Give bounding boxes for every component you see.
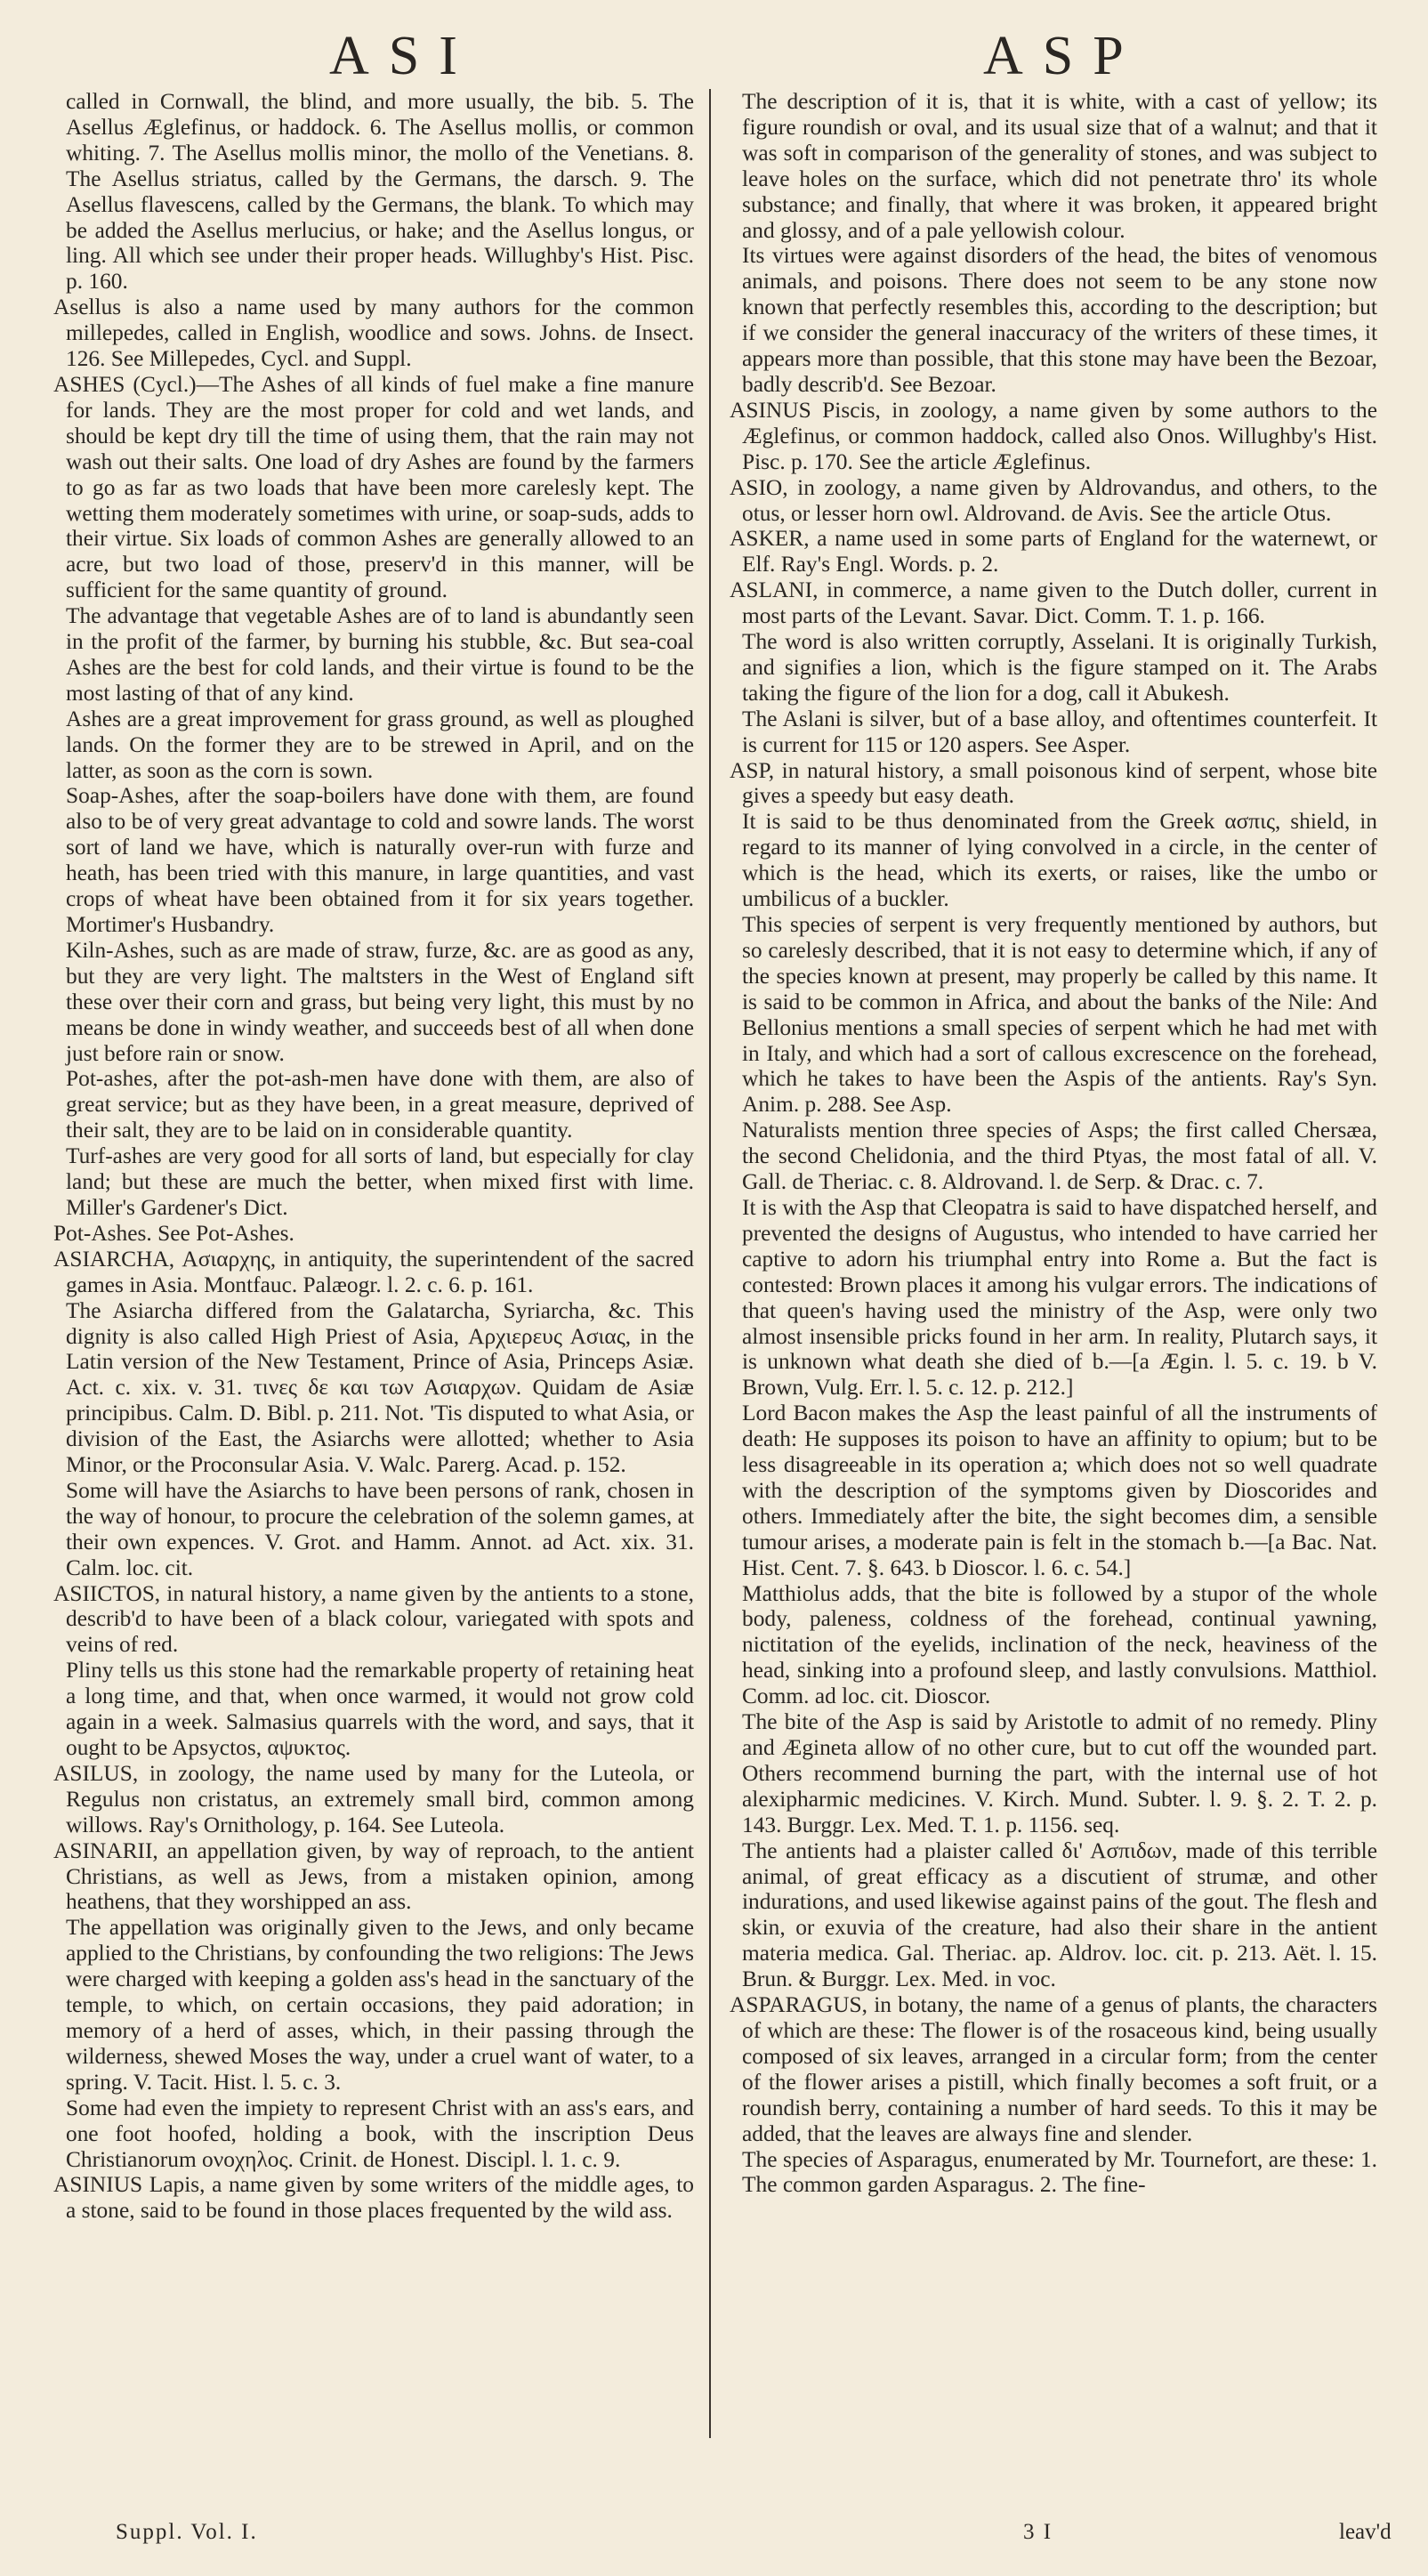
paragraph: Its virtues were against disorders of the head, the bites of venomous animals, and poisons. There does not seem to be any stone now known that perfectly resembles this, according to the description; but if we consider the general inaccuracy of the writers of these times, it appears more than possible, that this stone may have been the Bezoar, badly describ'd. See Bezoar. <box>742 243 1377 397</box>
paragraph: The bite of the Asp is said by Aristotle to admit of no remedy. Pliny and Ægineta allow of no other cure, but to cut off the wounded part. Others recommend burning the part, with the internal use of hot alexipharmic medicines. V. Kirch. Mund. Subter. l. 9. §. 2. T. 2. p. 143. Burggr. Lex. Med. T. 1. p. 1156. seq. <box>742 1709 1377 1837</box>
paragraph: Lord Bacon makes the Asp the least painful of all the instruments of death: He supposes its poison to have an affinity to opium; but to be less disagreeable in its operation a; which does not so well quadrate with the description of the symptoms given by Dioscorides and others. Immediately after the bite, the sight becomes dim, a sensible tumour arises, a moderate pain is felt in the stomach b.—[a Bac. Nat. Hist. Cent. 7. §. 643. b Dioscor. l. 6. c. 54.] <box>742 1401 1377 1580</box>
paragraph: It is said to be thus denominated from the Greek ασπις, shield, in regard to its manner of lying convolved in a circle, in the center of which is the head, which its exerts, or raises, like the umbo or umbilicus of a buckler. <box>742 809 1377 912</box>
left-column <box>53 89 694 2224</box>
paragraph: ASP, in natural history, a small poisonous kind of serpent, whose bite gives a speedy but easy death. <box>730 757 1377 809</box>
paragraph: ASINUS Piscis, in zoology, a name given by some authors to the Æglefinus, or common haddock, called also Onos. Willughby's Hist. Pisc. p. 170. See the article Æglefinus. <box>730 397 1377 474</box>
paragraph: This species of serpent is very frequently mentioned by authors, but so carelesly described, that it is not easy to determine which, if any of the species known at present, may properly be called by this name. It is said to be common in Africa, and about the banks of the Nile: And Bellonius mentions a small species of serpent which he had met with in Italy, and which had a sort of callous excrescence on the forehead, which he takes to have been the Aspis of the antients. Ray's Syn. Anim. p. 288. See Asp. <box>742 912 1377 1118</box>
page-number: 3 I <box>1023 2520 1053 2544</box>
paragraph: ASINARII, an appellation given, by way of reproach, to the antient Christians, as well as Jews, from a mistaken opinion, among heathens, that they worshipped an ass. <box>53 1837 694 1915</box>
paragraph: Matthiolus adds, that the bite is followed by a stupor of the whole body, paleness, coldness of the forehead, continual yawning, nictitation of the eyelids, inclination of the neck, heaviness of the head, sinking into a profound sleep, and lastly convulsions. Matthiol. Comm. ad loc. cit. Dioscor. <box>742 1580 1377 1709</box>
paragraph: Pot-ashes, after the pot-ash-men have done with them, are also of great service; but as they have been, in a great measure, deprived of their salt, they are to be laid on in considerable quantity. <box>66 1066 694 1143</box>
running-head-right: ASP <box>983 26 1143 86</box>
paragraph: ASKER, a name used in some parts of England for the waternewt, or Elf. Ray's Engl. Words. p. 2. <box>730 526 1377 577</box>
paragraph: The appellation was originally given to the Jews, and only became applied to the Christians, by confounding the two religions: The Jews were charged with keeping a golden ass's head in the sanctuary of the temple, to which, on certain occasions, they paid adoration; in memory of a herd of asses, which, in their passing through the wilderness, shewed Moses the way, under a cruel want of water, to a spring. V. Tacit. Hist. l. 5. c. 3. <box>66 1915 694 2095</box>
paragraph: Turf-ashes are very good for all sorts of land, but especially for clay land; but these are much the better, when mixed first with lime. Miller's Gardener's Dict. <box>66 1143 694 1220</box>
paragraph: ASILUS, in zoology, the name used by many for the Luteola, or Regulus non cristatus, an extremely small bird, common among willows. Ray's Ornithology, p. 164. See Luteola. <box>53 1760 694 1837</box>
paragraph: Pot-Ashes. See Pot-Ashes. <box>53 1220 294 1246</box>
paragraph: The Asiarcha differed from the Galatarcha, Syriarcha, &c. This dignity is also called High Priest of Asia, Αρχιερευς Ασιας, in the Latin version of the New Testament, Prince of Asia, Princeps Asiæ. Act. c. xix. v. 31. τινες δε και των Ασιαρχων. Quidam de Asiæ principibus. Calm. D. Bibl. p. 211. Not. 'Tis disputed to what Asia, or division of the East, the Asiarchs were allotted; whether to Asia Minor, or the Proconsular Asia. V. Walc. Parerg. Acad. p. 152. <box>66 1297 694 1478</box>
paragraph: Ashes are a great improvement for grass ground, as well as ploughed lands. On the former they are to be strewed in April, and on the latter, as soon as the corn is sown. <box>66 706 694 783</box>
paragraph: The word is also written corruptly, Asselani. It is originally Turkish, and signifies a lion, which is the figure stamped on it. The Arabs taking the figure of the lion for a dog, call it Abukesh. <box>742 629 1377 706</box>
catchword: leav'd <box>1339 2520 1392 2544</box>
paragraph: ASLANI, in commerce, a name given to the Dutch doller, current in most parts of the Levant. Savar. Dict. Comm. T. 1. p. 166. <box>730 577 1377 629</box>
paragraph: The species of Asparagus, enumerated by Mr. Tournefort, are these: 1. The common garden Asparagus. 2. The fine- <box>742 2146 1377 2198</box>
running-head-left: ASI <box>329 26 477 86</box>
paragraph: Soap-Ashes, after the soap-boilers have done with them, are found also to be of very great advantage to cold and sowre lands. The worst sort of land we have, which is naturally over-run with furze and heath, has been tried with this manure, in large quantities, and vast crops of wheat have been obtained from it for six years together. Mortimer's Husbandry. <box>66 783 694 937</box>
paragraph: It is with the Asp that Cleopatra is said to have dispatched herself, and prevented the designs of Augustus, who intended to have carried her captive to adorn his triumphal entry into Rome a. But the fact is contested: Brown places it among his vulgar errors. The indications of that queen's having used the ministry of the Asp, were only two almost insensible pricks found in her arm. In reality, Plutarch says, it is unknown what death she died of b.—[a Ægin. l. 5. c. 19. b V. Brown, Vulg. Err. l. 5. c. 12. p. 212.] <box>742 1194 1377 1401</box>
paragraph: ASIICTOS, in natural history, a name given by the antients to a stone, describ'd to have been of a black colour, variegated with spots and veins of red. <box>53 1580 694 1658</box>
paragraph: ASHES (Cycl.)—The Ashes of all kinds of fuel make a fine manure for lands. They are the most proper for cold and wet lands, and should be kept dry till the time of using them, that the rain may not wash out their salts. One load of dry Ashes are found by the farmers to go as far as two loads that have been more carelesly kept. The wetting them moderately sometimes with urine, or soap-suds, adds to their virtue. Six loads of common Ashes are generally allowed to an acre, but two load of those, preserv'd in this manner, will be sufficient for the same quantity of ground. <box>53 371 694 603</box>
paragraph: The description of it is, that it is white, with a cast of yellow; its figure roundish or oval, and its usual size that of a walnut; and that it was soft in comparison of the generality of stones, and was subject to leave holes on the surface, which did not penetrate thro' its whole substance; and finally, that where it was broken, it appeared bright and glossy, and of a pale yellowish colour. <box>742 89 1377 243</box>
paragraph: Kiln-Ashes, such as are made of straw, furze, &c. are as good as any, but they are very light. The maltsters in the West of England sift these over their corn and grass, but being very light, this must by no means be done in windy weather, and succeeds best of all when done just before rain or snow. <box>66 937 694 1066</box>
paragraph: ASIARCHA, Ασιαρχης, in antiquity, the superintendent of the sacred games in Asia. Montfauc. Palæogr. l. 2. c. 6. p. 161. <box>53 1246 694 1297</box>
paragraph: called in Cornwall, the blind, and more usually, the bib. 5. The Asellus Æglefinus, or haddock. 6. The Asellus mollis, or common whiting. 7. The Asellus mollis minor, the mollo of the Venetians. 8. The Asellus striatus, called by the Germans, the darsch. 9. The Asellus flavescens, called by the Germans, the blank. To which may be added the Asellus merlucius, or hake; and the Asellus longus, or ling. All which see under their proper heads. Willughby's Hist. Pisc. p. 160. <box>66 89 694 295</box>
paragraph: The antients had a plaister called δι' Ασπιδων, made of this terrible animal, of great efficacy as a discutient of strumæ, and other indurations, and used likewise against pains of the gout. The flesh and skin, or exuvia of the creature, had also their share in the antient materia medica. Gal. Theriac. ap. Aldrov. loc. cit. p. 213. Aët. l. 15. Brun. & Burggr. Lex. Med. in voc. <box>742 1837 1377 1992</box>
paragraph: ASINIUS Lapis, a name given by some writers of the middle ages, to a stone, said to be found in those places frequented by the wild ass. <box>53 2172 694 2224</box>
right-column <box>730 89 1377 2198</box>
column-divider <box>709 89 711 2438</box>
paragraph: The Aslani is silver, but of a base alloy, and oftentimes counterfeit. It is current for 115 or 120 aspers. See Asper. <box>742 706 1377 757</box>
paragraph: ASIO, in zoology, a name given by Aldrovandus, and others, to the otus, or lesser horn owl. Aldrovand. de Avis. See the article Otus. <box>730 474 1377 526</box>
paragraph: Some had even the impiety to represent Christ with an ass's ears, and one foot hoofed, holding a book, with the inscription Deus Christianorum ονοχηλος. Crinit. de Honest. Discipl. l. 1. c. 9. <box>66 2095 694 2172</box>
signature-mark: Suppl. Vol. I. <box>116 2520 258 2544</box>
paragraph: ASPARAGUS, in botany, the name of a genus of plants, the characters of which are these: The flower is of the rosaceous kind, being usually composed of six leaves, arranged in a circular form; from the center of the flower arises a pistill, which finally becomes a soft fruit, or a roundish berry, containing a number of hard seeds. To this it may be added, that the leaves are always fine and slender. <box>730 1992 1377 2146</box>
paragraph: Some will have the Asiarchs to have been persons of rank, chosen in the way of honour, to procure the celebration of the solemn games, at their own expences. V. Grot. and Hamm. Annot. ad Act. xix. 31. Calm. loc. cit. <box>66 1477 694 1580</box>
paragraph: Pliny tells us this stone had the remarkable property of retaining heat a long time, and that, when once warmed, it would not grow cold again in a week. Salmasius quarrels with the word, and says, that it ought to be Apsyctos, αψυκτος. <box>66 1658 694 1760</box>
paragraph: Asellus is also a name used by many authors for the common millepedes, called in English, woodlice and sows. Johns. de Insect. 126. See Millepedes, Cycl. and Suppl. <box>53 295 694 372</box>
paragraph: Naturalists mention three species of Asps; the first called Chersæa, the second Chelidonia, and the third Ptyas, the most fatal of all. V. Gall. de Theriac. c. 8. Aldrovand. l. de Serp. & Drac. c. 7. <box>742 1118 1377 1195</box>
paragraph: The advantage that vegetable Ashes are of to land is abundantly seen in the profit of the farmer, by burning his stubble, &c. But sea-coal Ashes are the best for cold lands, and their virtue is found to be the most lasting of that of any kind. <box>66 603 694 706</box>
